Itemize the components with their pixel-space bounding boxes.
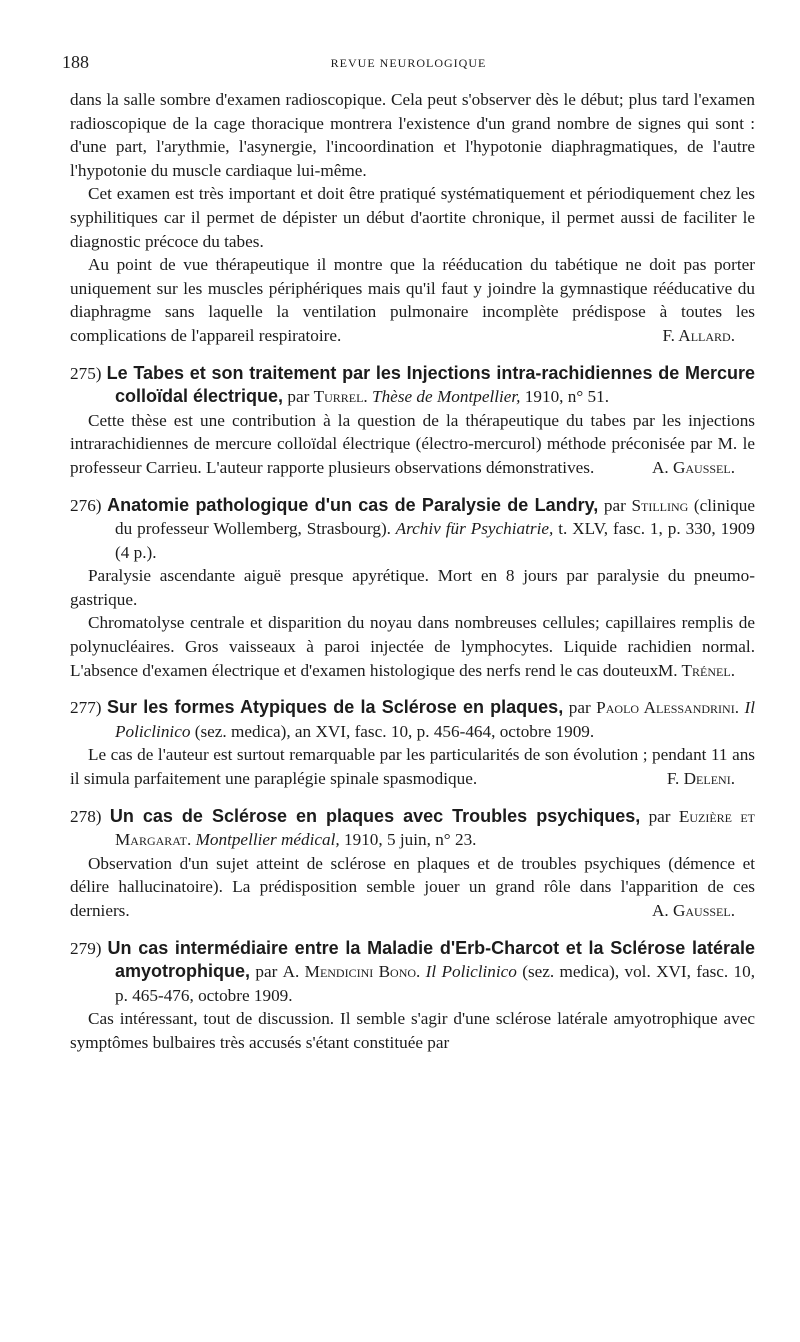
entry-ref: (sez. medica), vol. XVI, fasc. 10, p. 465-476, octobre 1909. xyxy=(115,962,756,1005)
signature: F. Allard. xyxy=(662,325,735,345)
abstract-entry xyxy=(70,937,755,1055)
entry-ref: 1910, n° 51. xyxy=(520,387,609,407)
entry-heading xyxy=(70,362,755,409)
entry-title: Sur les formes Atypiques de la Sclérose en plaques, xyxy=(107,697,564,718)
entry-ref: (sez. medica), an XVI, fasc. 10, p. 456-464, octobre 1909. xyxy=(190,721,595,741)
running-head xyxy=(62,52,755,76)
abstract-entry xyxy=(70,805,755,923)
entry-paragraph: Paralysie ascendante aiguë presque apyrétique. Mort en 8 jours par paralysie du pneumo-gastrique. xyxy=(70,566,755,609)
entry-ref: par xyxy=(255,962,283,982)
entry-author: Turrel. xyxy=(313,387,368,407)
entry-title: Un cas intermédiaire entre la Maladie d'Erb-Charcot et la Sclérose latérale amyotrophique, xyxy=(107,937,756,982)
entry-source: Archiv für Psychiatrie, xyxy=(390,519,554,539)
entry-source: Il Policlinico xyxy=(115,698,756,741)
signature: M. Trénel. xyxy=(657,660,735,680)
entry-number: 278) xyxy=(70,806,102,826)
page-number: 188 xyxy=(62,52,89,72)
abstract-entry xyxy=(70,362,755,480)
entry-source: Montpellier médical, xyxy=(191,830,340,850)
entry-heading xyxy=(70,805,755,852)
entry-ref: par xyxy=(603,495,632,515)
entry-heading xyxy=(70,494,755,565)
entry-paragraph: Chromatolyse centrale et disparition du noyau dans nombreuses cellules; capillaires remplis de polynucléaires. Gros vaisseaux à paroi injectée de lymphocytes. Liquide rachidien normal. L'absence d'examen électrique et d'examen histologique des nerfs rend le cas douteux. xyxy=(70,613,755,680)
entry-title: Le Tabes et son traitement par les Injections intra-rachidiennes de Mercure colloïdal électrique, xyxy=(106,362,756,407)
entry-source: Il Policlinico xyxy=(420,962,517,982)
intro-paragraph: dans la salle sombre d'examen radioscopique. Cela peut s'observer dès le début; plus tard l'examen radioscopique de la cage thoracique montrera l'existence d'un grand nombre de signes qui sont : d'une part, l'arythmie, l'asynergie, l'incoordination et l'hypotonie diaphragmatiques, de l'autre l'hypotonie du muscle cardiaque lui-même. xyxy=(70,90,755,180)
journal-title: REVUE NEUROLOGIQUE xyxy=(330,56,487,70)
entry-ref: 1910, 5 juin, n° 23. xyxy=(339,830,477,850)
entry-ref: par xyxy=(287,387,314,407)
entry-paragraph: Cas intéressant, tout de discussion. Il semble s'agir d'une sclérose latérale amyotrophique avec symptômes bulbaires très accusés s'étant constituée par xyxy=(70,1009,755,1052)
entry-author: A. Mendicini Bono. xyxy=(282,962,421,982)
entry-ref: (clinique du professeur Wollemberg, Strasbourg). xyxy=(115,495,756,539)
entry-paragraph: Observation d'un sujet atteint de sclérose en plaques et de troubles psychiques (démence et délire hallucinatoire). La prédisposition semble jouer un grand rôle dans l'apparition de ces derniers. xyxy=(70,853,755,920)
entry-heading xyxy=(70,696,755,743)
abstract-entry xyxy=(70,494,755,683)
entry-author: Euzière et Margarat. xyxy=(115,806,755,850)
entry-number: 279) xyxy=(70,938,102,958)
entry-source: Thèse de Montpellier, xyxy=(367,387,521,407)
entry-ref: par xyxy=(568,698,597,718)
signature: A. Gaussel. xyxy=(651,457,735,477)
entry-author: Stilling xyxy=(631,495,689,515)
entry-heading xyxy=(70,937,755,1008)
entry-title: Anatomie pathologique d'un cas de Paralysie de Landry, xyxy=(107,494,599,515)
entry-ref: par xyxy=(648,806,679,826)
entry-number: 275) xyxy=(70,363,102,383)
entry-ref: t. XLV, fasc. 1, p. 330, 1909 (4 p.). xyxy=(115,519,755,562)
entry-author: Paolo Alessandrini. xyxy=(596,698,739,718)
entry-paragraph: Cette thèse est une contribution à la question de la thérapeutique du tabes par les injections intrarachidiennes de mercure colloïdal électrique (électro-mercurol) méthode préconisée par M. le professeur Carrieu. L'auteur rapporte plusieurs observations démonstratives. xyxy=(70,410,755,477)
body-text xyxy=(70,88,755,1055)
signature: A. Gaussel. xyxy=(651,901,735,920)
entry-title: Un cas de Sclérose en plaques avec Troubles psychiques, xyxy=(109,805,641,826)
entry-paragraph: Le cas de l'auteur est surtout remarquable par les particularités de son évolution ; pendant 11 ans il simula parfaitement une paraplégie spinale spasmodique. xyxy=(70,745,755,789)
entry-number: 277) xyxy=(70,698,102,718)
intro-paragraph: Cet examen est très important et doit être pratiqué systématiquement et périodiquement chez les syphilitiques car il permet de dépister un début d'aortite chronique, il permet aussi de faciliter le diagnostic précoce du tabes. xyxy=(70,184,755,251)
intro-paragraph: Au point de vue thérapeutique il montre que la rééducation du tabétique ne doit pas porter uniquement sur les muscles périphériques mais qu'il faut y joindre la gymnastique rééducative du diaphragme sans laquelle la ventilation pulmonaire incomplète prédispose à toutes les complications de l'appareil respiratoire. xyxy=(70,255,755,345)
signature: F. Deleni. xyxy=(666,769,735,789)
abstract-entry xyxy=(70,696,755,790)
entry-number: 276) xyxy=(70,495,102,515)
